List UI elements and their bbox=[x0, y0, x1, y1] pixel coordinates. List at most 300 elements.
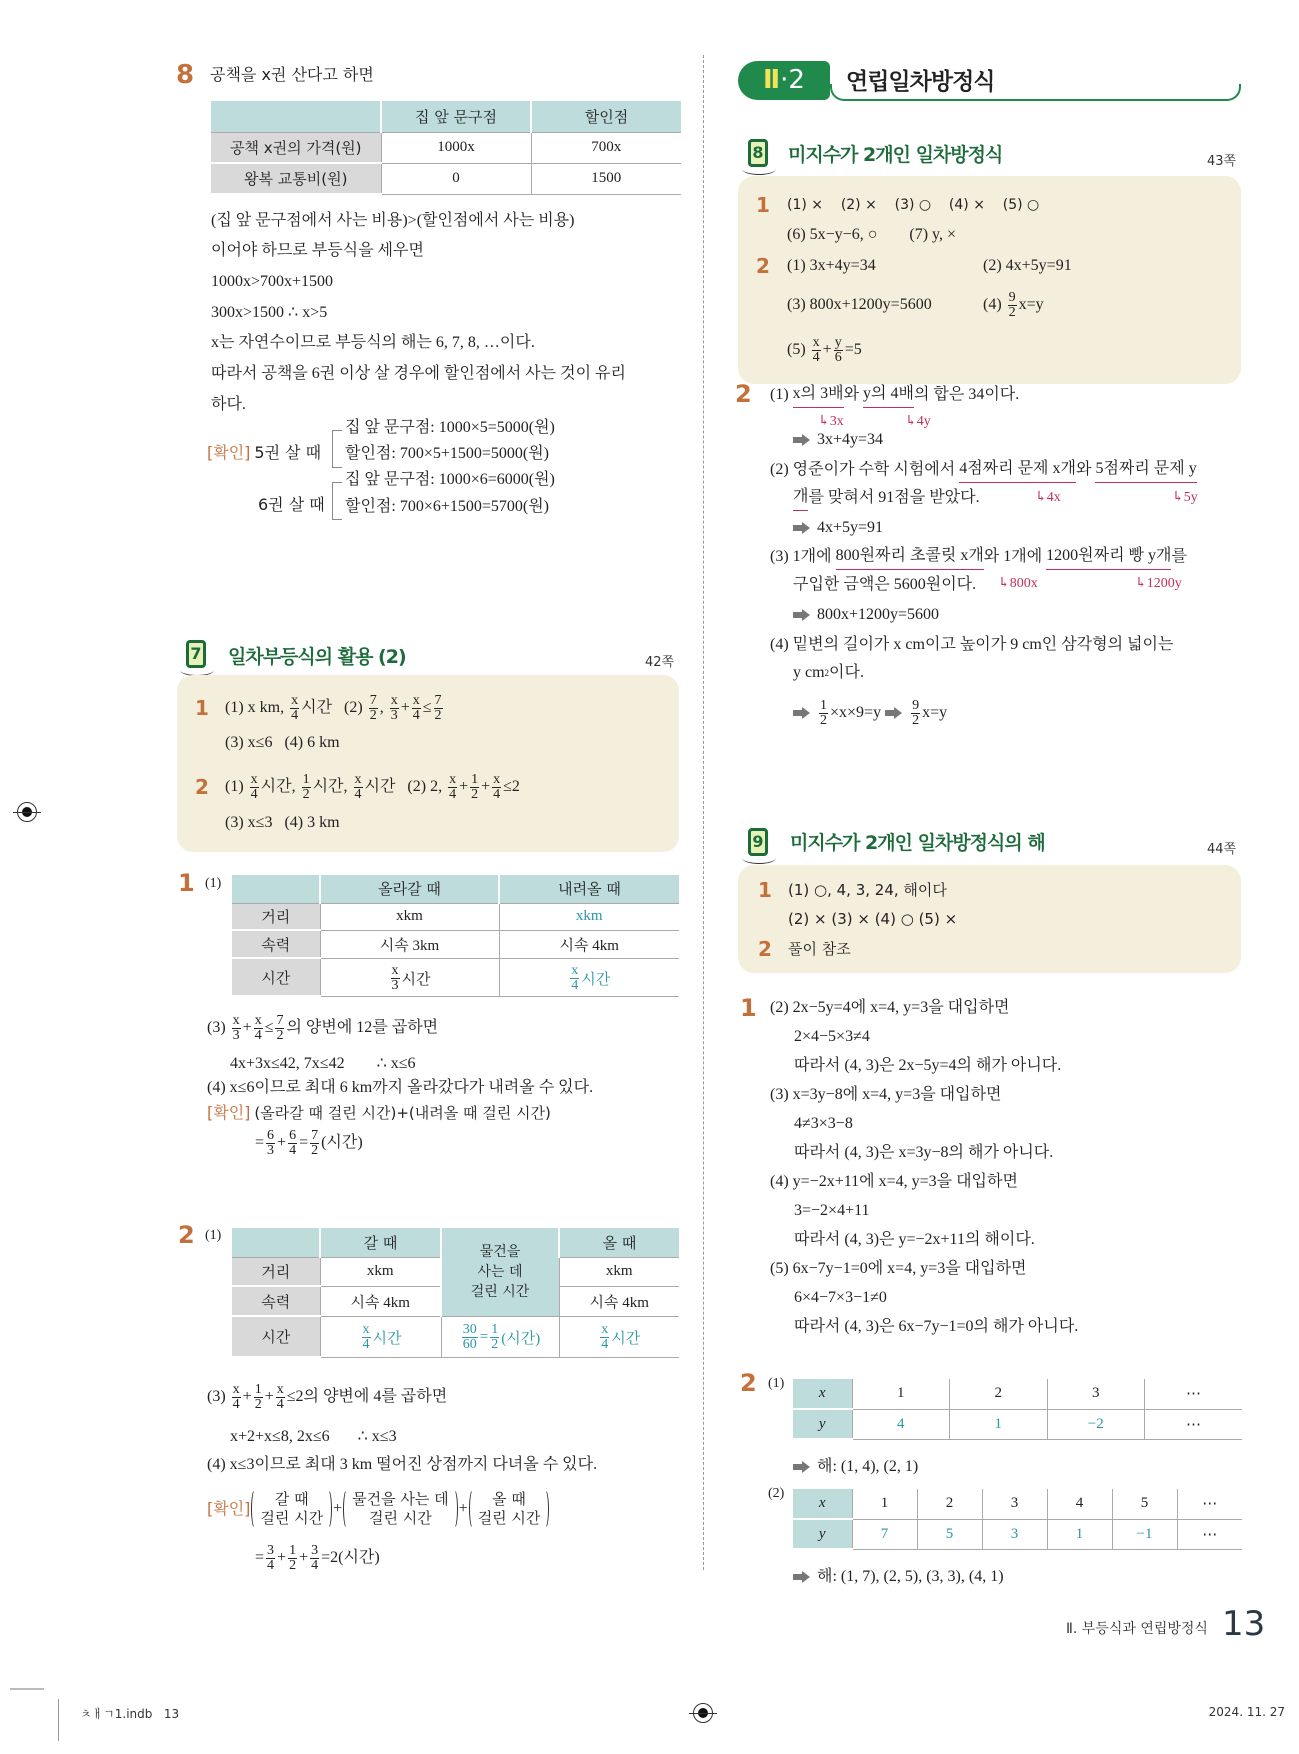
right-paren bbox=[450, 1489, 458, 1529]
denominator: 4 bbox=[250, 786, 258, 802]
underlined-phrase: y의 4배 bbox=[863, 382, 914, 408]
table-row bbox=[793, 1489, 1242, 1519]
text-run: + bbox=[242, 1388, 252, 1405]
text-run: 와 1개에 bbox=[983, 548, 1047, 565]
numerator: 1 bbox=[289, 1542, 297, 1558]
check-line: 할인점: 700×6+1500=5700(원) bbox=[345, 498, 549, 515]
annotation: ↳1200y bbox=[1135, 576, 1182, 591]
denominator: 60 bbox=[462, 1337, 477, 1352]
answer-number: 2 bbox=[195, 775, 209, 799]
answer-line bbox=[787, 193, 1039, 217]
left-paren bbox=[343, 1489, 351, 1529]
table-cell: 5 bbox=[1112, 1489, 1177, 1519]
solution-result bbox=[793, 1455, 918, 1479]
row-label: y bbox=[793, 1519, 852, 1549]
result-equation: 3x+4y=34 bbox=[817, 431, 884, 448]
answer-line bbox=[983, 289, 1044, 320]
row-label: 속력 bbox=[232, 1286, 320, 1316]
solution-line bbox=[207, 1012, 439, 1043]
table-cell bbox=[499, 903, 679, 930]
table-header: 갈 때 bbox=[320, 1228, 441, 1257]
section-number-icon: 7 bbox=[186, 640, 206, 668]
table-cell: 2 bbox=[950, 1379, 1048, 1409]
chapter-badge bbox=[738, 61, 830, 100]
check-row-5 bbox=[207, 441, 321, 465]
solution-line bbox=[207, 1453, 597, 1477]
underlined-phrase: 개 bbox=[793, 485, 808, 511]
check-line: 집 앞 문구점: 1000×6=6000(원) bbox=[345, 471, 555, 488]
annotation: ↳3x bbox=[818, 414, 844, 429]
numerator: x bbox=[390, 692, 398, 708]
solution-line: 300x>1500 ∴ x>5 bbox=[211, 304, 328, 321]
denominator: 2 bbox=[369, 707, 377, 723]
solution-line bbox=[770, 458, 1197, 482]
fraction bbox=[276, 1383, 285, 1412]
registration-mark bbox=[693, 1703, 713, 1723]
fraction bbox=[819, 699, 828, 728]
print-date: 2024. 11. 27 bbox=[1208, 1705, 1285, 1719]
numerator: x bbox=[571, 962, 579, 978]
solution-line: x는 자연수이므로 부등식의 해는 6, 7, 8, …이다. bbox=[211, 334, 535, 351]
table-cell bbox=[320, 958, 499, 996]
solution-line bbox=[207, 1381, 448, 1412]
denominator: 4 bbox=[493, 786, 501, 802]
part-label: (1) bbox=[205, 876, 222, 891]
table-header-merged bbox=[441, 1228, 559, 1316]
check-line: 할인점: 700×5+1500=5000(원) bbox=[345, 445, 549, 462]
denominator: 3 bbox=[232, 1027, 240, 1043]
answer-number: 2 bbox=[756, 254, 770, 278]
numerator: x bbox=[254, 1012, 262, 1028]
denominator: 4 bbox=[311, 1557, 319, 1573]
underlined-phrase: x의 3배 bbox=[793, 382, 844, 408]
solution-line bbox=[793, 573, 976, 597]
solution-line: (2) 2x−5y=4에 x=4, y=3을 대입하면 bbox=[770, 999, 1010, 1016]
text-run: (4) x≤3이므로 최대 3 km 떨어진 상점까지 다녀올 수 있다. bbox=[207, 1456, 598, 1473]
text-run: =2(시간) bbox=[321, 1549, 380, 1566]
answer-number: 1 bbox=[195, 696, 209, 720]
check-label: [확인] bbox=[207, 1499, 251, 1518]
table-cell bbox=[320, 1286, 441, 1316]
check-equation bbox=[255, 1127, 363, 1158]
row-label bbox=[211, 163, 381, 194]
fraction bbox=[462, 1323, 478, 1352]
table-cell: 2 bbox=[917, 1489, 982, 1519]
text-run: (3) 800x+1200y=5600 bbox=[787, 296, 932, 313]
text-run: x=y bbox=[922, 704, 948, 721]
row-label: 속력 bbox=[232, 930, 320, 958]
denominator: 4 bbox=[449, 786, 457, 802]
text-run: 시간 bbox=[611, 1331, 641, 1347]
bracket bbox=[332, 430, 342, 468]
fraction bbox=[232, 1014, 241, 1043]
speed-table bbox=[232, 875, 679, 997]
numerator: x bbox=[449, 771, 457, 787]
result-equation: 800x+1200y=5600 bbox=[817, 606, 940, 623]
text-run: 와 bbox=[1075, 461, 1096, 478]
page-reference: 44쪽 bbox=[1207, 842, 1237, 857]
row-label: 거리 bbox=[232, 1257, 320, 1286]
text-run: y cm bbox=[793, 664, 825, 681]
answer-line bbox=[787, 223, 956, 247]
page-number: 13 bbox=[1222, 1604, 1266, 1644]
text-run: 의 합은 34이다. bbox=[913, 386, 1020, 403]
table-header: 할인점 bbox=[531, 101, 681, 132]
table-cell: 4 bbox=[1047, 1489, 1112, 1519]
solution-line: 3=−2×4+11 bbox=[794, 1202, 870, 1219]
text-run: 4x+3x≤42, 7x≤42 ∴ x≤6 bbox=[230, 1055, 416, 1072]
answer-line bbox=[983, 254, 1072, 278]
table-cell bbox=[320, 1257, 441, 1286]
section-title: 일차부등식의 활용 (2) bbox=[228, 646, 406, 668]
fraction bbox=[448, 773, 457, 802]
plus-sign: + bbox=[458, 1500, 468, 1517]
text-run: 1000x bbox=[437, 139, 475, 155]
text-run: ≤2의 양변에 4를 곱하면 bbox=[286, 1388, 448, 1405]
denominator: 2 bbox=[311, 1142, 319, 1158]
chapter-roman: Ⅱ bbox=[763, 65, 781, 95]
table-cell bbox=[499, 958, 679, 996]
chapter-number: ·2 bbox=[780, 65, 805, 95]
text-run: x=y bbox=[1018, 296, 1044, 313]
time-term: 올 때 걸린 시간 bbox=[477, 1490, 541, 1527]
check-label: [확인] bbox=[207, 443, 251, 462]
fraction bbox=[290, 694, 299, 723]
fraction bbox=[470, 773, 479, 802]
denominator: 4 bbox=[812, 349, 820, 365]
table-corner bbox=[211, 101, 381, 132]
fraction bbox=[266, 1544, 275, 1573]
problem-number: 2 bbox=[178, 1221, 195, 1249]
page-reference: 42쪽 bbox=[645, 655, 675, 670]
denominator: 4 bbox=[254, 1027, 262, 1043]
answer-line bbox=[225, 731, 340, 755]
result-line bbox=[793, 428, 883, 452]
answer-line bbox=[787, 254, 876, 278]
text-run: 시간 (2) bbox=[301, 699, 367, 716]
fraction bbox=[834, 336, 843, 365]
column-divider bbox=[703, 55, 704, 1570]
fraction bbox=[310, 1129, 319, 1158]
fraction bbox=[369, 694, 378, 723]
section-number-icon: 8 bbox=[748, 139, 768, 167]
left-paren bbox=[469, 1489, 477, 1529]
denominator: 2 bbox=[820, 712, 827, 728]
bracket bbox=[332, 482, 342, 520]
numerator: 1 bbox=[254, 1381, 262, 1397]
table-cell: 3 bbox=[982, 1519, 1047, 1549]
fraction bbox=[232, 1383, 241, 1412]
table-cell: ⋯ bbox=[1145, 1379, 1243, 1409]
text-run: 공책 x권의 가격(원) bbox=[229, 138, 362, 157]
text-run: (시간) bbox=[501, 1331, 541, 1347]
text-run: (시간) bbox=[321, 1134, 363, 1151]
underlined-phrase: 800원짜리 초콜릿 x개 bbox=[836, 544, 984, 570]
result-equation: 4x+5y=91 bbox=[817, 519, 884, 536]
text-run: xkm bbox=[366, 1263, 394, 1279]
denominator: 4 bbox=[291, 707, 299, 723]
print-file-label: ㅊㅐㄱ1.indb 13 bbox=[80, 1707, 180, 1721]
numerator: 9 bbox=[1008, 289, 1016, 305]
text-run: xkm bbox=[575, 908, 603, 924]
superscript: 2 bbox=[824, 668, 830, 678]
header-line: 물건을 bbox=[479, 1243, 521, 1260]
denominator: 4 bbox=[571, 977, 579, 993]
fraction bbox=[1008, 291, 1017, 320]
annotation: ↳5y bbox=[1172, 490, 1198, 505]
table-cell: 3 bbox=[982, 1489, 1047, 1519]
numerator: 7 bbox=[276, 1012, 284, 1028]
numerator: x bbox=[391, 962, 399, 978]
problem-number: 2 bbox=[740, 1369, 757, 1397]
solution-line: 6×4−7×3−1≠0 bbox=[794, 1289, 887, 1306]
numerator: 30 bbox=[462, 1322, 477, 1337]
numerator: x bbox=[276, 1381, 284, 1397]
text-run: 0 bbox=[452, 170, 460, 186]
numerator: 1 bbox=[820, 697, 827, 713]
numerator: x bbox=[362, 1322, 370, 1337]
page-reference: 43쪽 bbox=[1207, 154, 1237, 169]
row-label: 거리 bbox=[232, 903, 320, 930]
text-run: 이다. bbox=[829, 664, 864, 681]
denominator: 4 bbox=[267, 1557, 275, 1573]
table-cell: 5 bbox=[917, 1519, 982, 1549]
fraction bbox=[288, 1129, 297, 1158]
arrow-right-icon bbox=[793, 707, 811, 719]
xy-table-1 bbox=[793, 1379, 1242, 1440]
solution-line: (3) x=3y−8에 x=4, y=3을 대입하면 bbox=[770, 1086, 1002, 1103]
text-run: (5) bbox=[787, 341, 810, 358]
text-run: + bbox=[299, 1549, 309, 1566]
numerator: 1 bbox=[491, 1322, 499, 1337]
table-cell: ⋯ bbox=[1145, 1409, 1243, 1439]
answer-line bbox=[787, 293, 932, 317]
table-cell bbox=[381, 132, 531, 163]
numerator: 3 bbox=[267, 1542, 275, 1558]
text-run: (4) bbox=[983, 296, 1006, 313]
text-run: 시간 bbox=[401, 971, 431, 988]
text-run: (4) 밑변의 길이가 x cm이고 높이가 9 cm인 삼각형의 넓이는 bbox=[770, 636, 1174, 653]
numerator: 3 bbox=[311, 1542, 319, 1558]
text-run: = bbox=[299, 1134, 309, 1151]
problem-number: 1 bbox=[740, 994, 757, 1022]
table-corner bbox=[232, 1228, 320, 1257]
denominator: 2 bbox=[912, 712, 920, 728]
fraction bbox=[490, 1323, 499, 1352]
check-label: [확인] bbox=[207, 1103, 251, 1122]
table-cell: ⋯ bbox=[1177, 1489, 1242, 1519]
denominator: 2 bbox=[302, 786, 310, 802]
table-row bbox=[793, 1379, 1242, 1409]
underlined-phrase: 1200원짜리 빵 y개 bbox=[1046, 544, 1171, 570]
text-run: ×x×9=y bbox=[830, 704, 886, 721]
text-run: 700x bbox=[591, 139, 622, 155]
denominator: 2 bbox=[276, 1027, 284, 1043]
problem-number: 8 bbox=[176, 60, 195, 90]
fraction bbox=[492, 773, 501, 802]
text-run: (1) bbox=[225, 778, 248, 795]
time-term: 갈 때 걸린 시간 bbox=[260, 1490, 324, 1527]
check-line: 집 앞 문구점: 1000×5=5000(원) bbox=[345, 419, 555, 436]
text-run: (3) x≤3 (4) 3 km bbox=[225, 814, 340, 831]
table-cell bbox=[531, 132, 681, 163]
annotation: ↳800x bbox=[998, 576, 1038, 591]
table-cell: 1 bbox=[852, 1489, 917, 1519]
text-run: 시속 4km bbox=[589, 1294, 649, 1311]
numerator: 9 bbox=[912, 697, 920, 713]
table-cell bbox=[559, 1257, 679, 1286]
check-case: 6권 살 때 bbox=[258, 495, 325, 514]
answer-line bbox=[225, 771, 520, 802]
fraction bbox=[310, 1544, 319, 1573]
denominator: 4 bbox=[601, 1337, 609, 1352]
text-run: (2) 4x+5y=91 bbox=[983, 257, 1072, 274]
arc-decoration bbox=[742, 852, 776, 864]
table-header: 집 앞 문구점 bbox=[381, 101, 531, 132]
check-line bbox=[207, 1487, 550, 1531]
chapter-title: 연립일차방정식 bbox=[842, 63, 999, 96]
table-cell: 1 bbox=[1047, 1519, 1112, 1549]
text-run: xkm bbox=[396, 908, 423, 924]
solution-line: 따라서 (4, 3)은 x=3y−8의 해가 아니다. bbox=[794, 1144, 1054, 1161]
fraction bbox=[275, 1014, 284, 1043]
text-run: xkm bbox=[605, 1263, 633, 1279]
solution-line: 따라서 공책을 6권 이상 살 경우에 할인점에서 사는 것이 유리 bbox=[211, 365, 626, 382]
table-cell bbox=[381, 163, 531, 194]
result-line bbox=[793, 697, 948, 728]
denominator: 4 bbox=[362, 1337, 370, 1352]
check-text: (올라갈 때 걸린 시간)+(내려올 때 걸린 시간) bbox=[254, 1104, 551, 1122]
text-run: ≤2 bbox=[503, 778, 520, 795]
solution-line: (5) 6x−7y−1=0에 x=4, y=3을 대입하면 bbox=[770, 1260, 1027, 1277]
denominator: 6 bbox=[834, 349, 842, 365]
numerator: x bbox=[354, 771, 362, 787]
answer-line: (2) × (3) × (4) ○ (5) × bbox=[788, 910, 958, 928]
table-cell: 4 bbox=[852, 1409, 950, 1439]
table-cell: −1 bbox=[1112, 1519, 1177, 1549]
time-term: 물건을 사는 데 걸린 시간 bbox=[352, 1490, 449, 1527]
text-run: + bbox=[242, 1019, 252, 1036]
text-run: (3) 1개에 bbox=[770, 548, 836, 565]
header-line: 걸린 시간 bbox=[470, 1283, 530, 1300]
solution-line: 이어야 하므로 부등식을 세우면 bbox=[211, 242, 424, 259]
table-header: 올라갈 때 bbox=[320, 875, 499, 903]
fraction bbox=[911, 699, 920, 728]
solution-result bbox=[793, 1565, 1004, 1589]
denominator: 2 bbox=[471, 786, 479, 802]
solution-line: (4) y=−2x+11에 x=4, y=3을 대입하면 bbox=[770, 1173, 1018, 1190]
fraction bbox=[391, 964, 400, 993]
solution-line bbox=[793, 486, 980, 510]
text-run: 구입한 금액은 5600원이다. bbox=[793, 576, 977, 593]
denominator: 4 bbox=[276, 1396, 284, 1412]
text-run: (6) 5x−y−6, ○ (7) y, × bbox=[787, 226, 957, 243]
answer-line: (1) ○, 4, 3, 24, 해이다 bbox=[788, 881, 947, 899]
fraction bbox=[254, 1014, 263, 1043]
arrow-right-icon bbox=[885, 707, 903, 719]
answer-line bbox=[787, 334, 862, 365]
section-number-icon: 9 bbox=[748, 828, 768, 856]
text-run: 공책을 x권 산다고 하면 bbox=[210, 65, 374, 84]
solution-pairs: 해: (1, 7), (2, 5), (3, 3), (4, 1) bbox=[817, 1568, 1004, 1585]
numerator: 6 bbox=[267, 1127, 275, 1143]
arrow-right-icon bbox=[793, 609, 811, 621]
solution-line bbox=[793, 661, 864, 685]
xy-table-2 bbox=[793, 1489, 1242, 1550]
check-equation bbox=[255, 1542, 380, 1573]
answer-number: 2 bbox=[758, 937, 772, 961]
answer-number: 1 bbox=[756, 193, 770, 217]
numerator: 7 bbox=[434, 692, 442, 708]
arrow-right-icon bbox=[793, 1461, 811, 1473]
denominator: 4 bbox=[232, 1396, 240, 1412]
table-row bbox=[793, 1409, 1242, 1439]
part-label: (2) bbox=[768, 1486, 785, 1501]
solution-line: (집 앞 문구점에서 사는 비용)>(할인점에서 사는 비용) bbox=[211, 212, 575, 229]
problem-number: 2 bbox=[735, 380, 752, 408]
denominator: 4 bbox=[289, 1142, 297, 1158]
text-run: + bbox=[481, 778, 491, 795]
text-run: + bbox=[264, 1388, 274, 1405]
trim-line bbox=[10, 1688, 44, 1690]
denominator: 2 bbox=[434, 707, 442, 723]
text-run: (3) bbox=[207, 1019, 230, 1036]
text-run: 와 bbox=[843, 386, 864, 403]
result-line bbox=[793, 516, 883, 540]
solution-line bbox=[230, 1425, 397, 1449]
cost-table bbox=[211, 101, 681, 195]
plus-sign: + bbox=[333, 1500, 343, 1517]
section-title: 미지수가 2개인 일차방정식 bbox=[788, 144, 1003, 166]
numerator: x bbox=[232, 1381, 240, 1397]
solution-line: 하다. bbox=[211, 396, 246, 413]
text-run: (4) x≤6이므로 최대 6 km까지 올라갔다가 내려올 수 있다. bbox=[207, 1079, 594, 1096]
numerator: 7 bbox=[369, 692, 377, 708]
part-label: (1) bbox=[205, 1228, 222, 1243]
table-cell bbox=[531, 163, 681, 194]
fraction bbox=[254, 1383, 263, 1412]
text-run: (1) 3x+4y=34 bbox=[787, 257, 876, 274]
denominator: 2 bbox=[1008, 304, 1016, 320]
text-run: (1) × (2) × (3) ○ (4) × (5) ○ bbox=[787, 197, 1040, 213]
table-header: 올 때 bbox=[559, 1228, 679, 1257]
result-equation bbox=[817, 699, 947, 728]
numerator: x bbox=[232, 1012, 240, 1028]
denominator: 2 bbox=[289, 1557, 297, 1573]
numerator: x bbox=[601, 1322, 609, 1337]
annotation: ↳4x bbox=[1035, 490, 1061, 505]
fraction bbox=[570, 964, 579, 993]
numerator: 7 bbox=[311, 1127, 319, 1143]
text-run: + bbox=[400, 699, 410, 716]
fraction bbox=[434, 694, 443, 723]
row-label: 시간 bbox=[232, 1316, 320, 1357]
numerator: y bbox=[834, 334, 842, 350]
numerator: x bbox=[250, 771, 258, 787]
solution-line: 따라서 (4, 3)은 y=−2x+11의 해이다. bbox=[794, 1231, 1035, 1248]
text-run: + bbox=[459, 778, 469, 795]
registration-mark bbox=[17, 802, 37, 822]
table-cell bbox=[320, 1316, 441, 1357]
solution-line bbox=[770, 633, 1173, 657]
arrow-right-icon bbox=[793, 1571, 811, 1583]
text-run: 시간, bbox=[260, 778, 300, 795]
text-run: = bbox=[255, 1134, 265, 1151]
solution-pairs: 해: (1, 4), (2, 1) bbox=[817, 1458, 919, 1475]
arrow-right-icon bbox=[793, 522, 811, 534]
table-cell bbox=[441, 1316, 559, 1357]
row-label: x bbox=[793, 1489, 852, 1519]
